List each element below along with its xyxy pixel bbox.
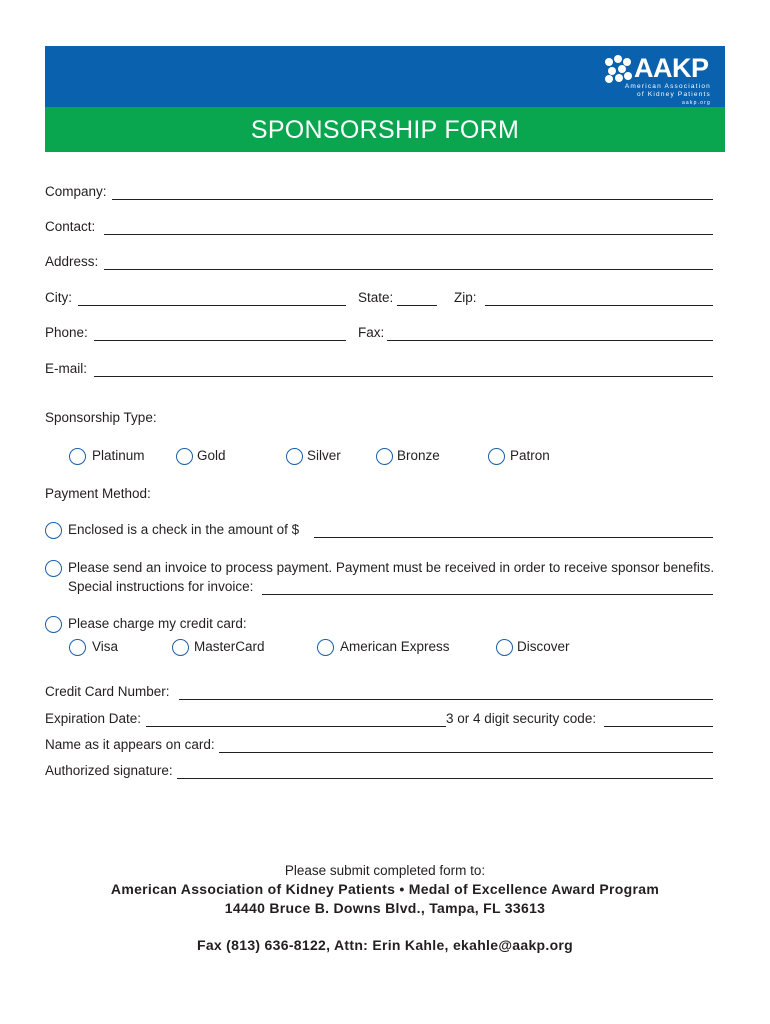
special-instructions-field[interactable] (262, 594, 713, 595)
gold-label: Gold (197, 448, 226, 463)
fax-field[interactable] (387, 340, 713, 341)
special-instructions-label: Special instructions for invoice: (68, 579, 254, 594)
logo-wordmark: AAKP (634, 53, 709, 83)
signature-field[interactable] (177, 778, 713, 779)
mastercard-radio[interactable] (172, 639, 189, 656)
logo-subtitle-line3: aakp.org (681, 100, 711, 106)
patron-label: Patron (510, 448, 550, 463)
city-field[interactable] (78, 305, 346, 306)
city-label: City: (45, 290, 72, 305)
silver-radio[interactable] (286, 448, 303, 465)
email-label: E-mail: (45, 361, 88, 376)
address-field[interactable] (104, 269, 713, 270)
fax-contact: Fax (813) 636-8122, Attn: Erin Kahle, ekahle@aakp.org (196, 937, 574, 953)
platinum-label: Platinum (92, 448, 145, 463)
title-banner (45, 107, 725, 152)
visa-radio[interactable] (69, 639, 86, 656)
aakp-logo (603, 52, 715, 106)
cardholder-name-field[interactable] (219, 752, 713, 753)
check-radio[interactable] (45, 522, 62, 539)
company-label: Company: (45, 184, 107, 199)
phone-label: Phone: (45, 325, 88, 340)
credit-card-label: Please charge my credit card: (68, 616, 247, 631)
american-express-radio[interactable] (317, 639, 334, 656)
gold-radio[interactable] (176, 448, 193, 465)
state-field[interactable] (397, 305, 437, 306)
state-label: State: (358, 290, 394, 305)
payment-method-label: Payment Method: (45, 486, 151, 501)
platinum-radio[interactable] (69, 448, 86, 465)
discover-label: Discover (517, 639, 570, 654)
bronze-radio[interactable] (376, 448, 393, 465)
submit-instructions: Please submit completed form to: (284, 863, 486, 878)
check-label: Enclosed is a check in the amount of $ (68, 522, 300, 537)
visa-label: Visa (92, 639, 119, 654)
mastercard-label: MasterCard (194, 639, 265, 654)
logo-subtitle-line1: American Association (624, 83, 711, 90)
organization-name: American Association of Kidney Patients • Medal of Excellence Award Program (110, 881, 660, 897)
address-label: Address: (45, 254, 99, 269)
invoice-radio[interactable] (45, 560, 62, 577)
check-amount-field[interactable] (314, 537, 713, 538)
card-number-field[interactable] (179, 699, 713, 700)
cardholder-name-label: Name as it appears on card: (45, 737, 215, 752)
card-number-label: Credit Card Number: (45, 684, 170, 699)
expiration-field[interactable] (146, 726, 446, 727)
bronze-label: Bronze (397, 448, 440, 463)
contact-label: Contact: (45, 219, 96, 234)
mailing-address: 14440 Bruce B. Downs Blvd., Tampa, FL 33613 (224, 900, 546, 916)
phone-field[interactable] (94, 340, 346, 341)
company-field[interactable] (112, 199, 713, 200)
patron-radio[interactable] (488, 448, 505, 465)
security-code-field[interactable] (604, 726, 713, 727)
security-code-label: 3 or 4 digit security code: (446, 711, 597, 726)
page-title: SPONSORSHIP FORM (250, 116, 520, 144)
expiration-label: Expiration Date: (45, 711, 142, 726)
signature-label: Authorized signature: (45, 763, 173, 778)
header-banner (45, 46, 725, 107)
logo-dots-icon (605, 55, 633, 83)
zip-field[interactable] (485, 305, 713, 306)
american-express-label: American Express (340, 639, 450, 654)
logo-subtitle-line2: of Kidney Patients (637, 91, 711, 98)
email-field[interactable] (94, 376, 713, 377)
sponsorship-type-label: Sponsorship Type: (45, 410, 157, 425)
invoice-label: Please send an invoice to process payment. Payment must be received in order to receive sponsor benefits. (68, 560, 715, 575)
contact-field[interactable] (104, 234, 713, 235)
discover-radio[interactable] (496, 639, 513, 656)
credit-card-radio[interactable] (45, 616, 62, 633)
zip-label: Zip: (454, 290, 477, 305)
fax-label: Fax: (358, 325, 385, 340)
silver-label: Silver (307, 448, 341, 463)
